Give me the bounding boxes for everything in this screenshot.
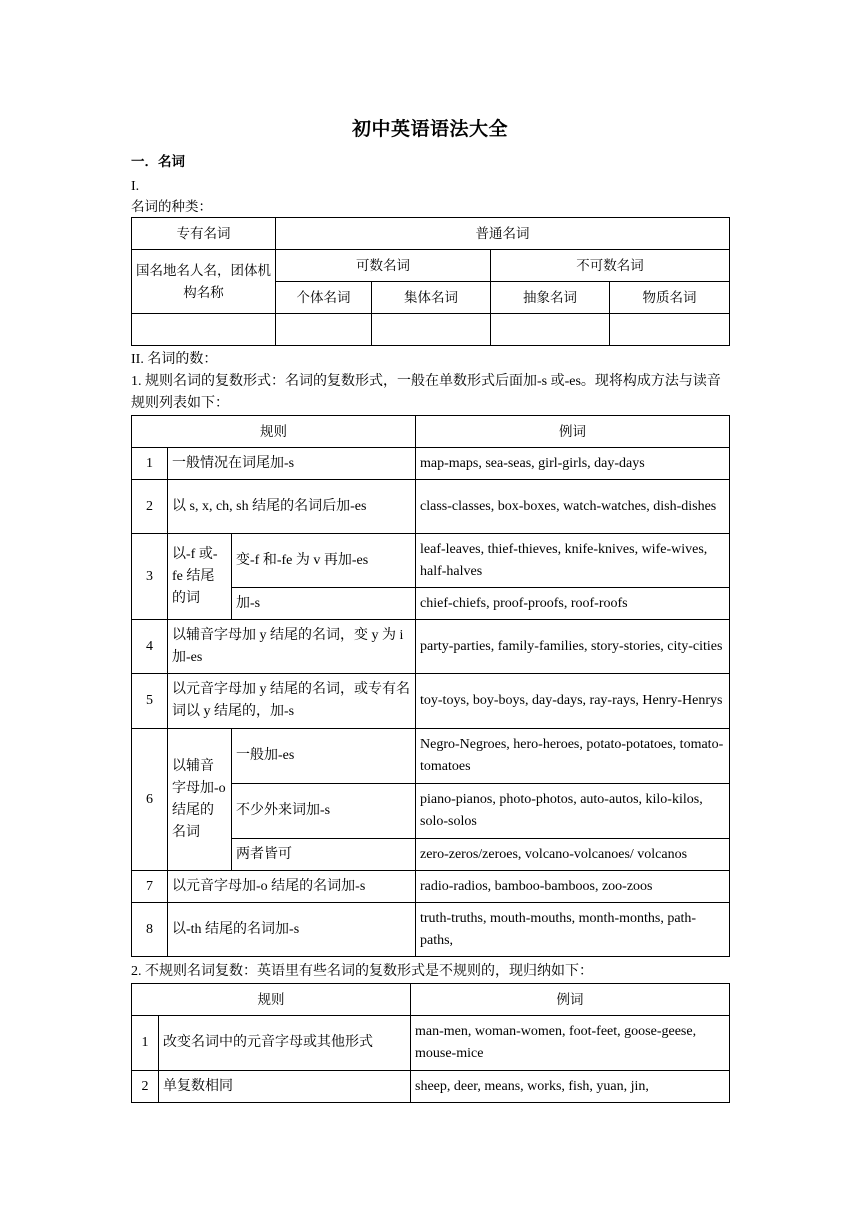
row-number: 1 — [132, 448, 168, 480]
header-example: 例词 — [416, 416, 730, 448]
irregular-plural-table — [131, 983, 730, 1103]
row-number: 3 — [132, 534, 168, 620]
example-cell: radio-radios, bamboo-bamboos, zoo-zoos — [416, 871, 730, 903]
rule-cell: 单复数相同 — [159, 1071, 411, 1103]
cell-individual: 个体名词 — [276, 282, 372, 314]
example-cell: party-parties, family-families, story-stories, city-cities — [416, 620, 730, 674]
rule-cell: 以 s, x, ch, sh 结尾的名词后加-es — [168, 480, 416, 534]
rule-cell: 两者皆可 — [232, 839, 416, 871]
row-number: 4 — [132, 620, 168, 674]
row-number: 2 — [132, 1071, 159, 1103]
cell-proper-desc: 国名地名人名，团体机构名称 — [132, 250, 276, 314]
row-number: 6 — [132, 729, 168, 871]
rule-cell: 一般加-es — [232, 729, 416, 784]
header-rule: 规则 — [132, 416, 416, 448]
group-cell: 以-f 或-fe 结尾的词 — [168, 534, 232, 620]
rule-cell: 以元音字母加 y 结尾的名词，或专有名词以 y 结尾的，加-s — [168, 674, 416, 729]
rule-cell: 以辅音字母加 y 结尾的名词，变 y 为 i 加-es — [168, 620, 416, 674]
document-title: 初中英语语法大全 — [351, 118, 508, 140]
cell-abstract: 抽象名词 — [491, 282, 610, 314]
rule-cell: 以元音字母加-o 结尾的名词加-s — [168, 871, 416, 903]
rule-cell: 一般情况在词尾加-s — [168, 448, 416, 480]
cell-empty — [132, 314, 276, 346]
cell-uncountable: 不可数名词 — [491, 250, 730, 282]
row-number: 8 — [132, 903, 168, 957]
example-cell: map-maps, sea-seas, girl-girls, day-days — [416, 448, 730, 480]
example-cell: class-classes, box-boxes, watch-watches, dish-dishes — [416, 480, 730, 534]
row-number: 1 — [132, 1016, 159, 1071]
example-cell: zero-zeros/zeroes, volcano-volcanoes/ volcanos — [416, 839, 730, 871]
cell-empty — [372, 314, 491, 346]
example-cell: chief-chiefs, proof-proofs, roof-roofs — [416, 588, 730, 620]
noun-types-label: 名词的种类： — [131, 199, 212, 215]
group-cell: 以辅音字母加-o 结尾的名词 — [168, 729, 232, 871]
cell-material: 物质名词 — [610, 282, 730, 314]
regular-plural-paragraph: 1. 规则名词的复数形式：名词的复数形式，一般在单数形式后面加-s 或-es。现将构成方法与读音规则列表如下： — [131, 374, 721, 411]
cell-empty — [491, 314, 610, 346]
row-number: 2 — [132, 480, 168, 534]
roman-numeral-one: I. — [131, 179, 140, 194]
example-cell: leaf-leaves, thief-thieves, knife-knives, wife-wives, half-halves — [416, 534, 730, 588]
example-cell: sheep, deer, means, works, fish, yuan, jin, — [411, 1071, 730, 1103]
irregular-plural-paragraph: 2. 不规则名词复数：英语里有些名词的复数形式是不规则的，现归纳如下： — [131, 964, 593, 979]
rule-cell: 不少外来词加-s — [232, 784, 416, 839]
noun-number-heading: II. 名词的数： — [131, 352, 218, 367]
row-number: 5 — [132, 674, 168, 729]
noun-types-table — [131, 217, 730, 346]
cell-countable: 可数名词 — [276, 250, 491, 282]
header-example: 例词 — [411, 984, 730, 1016]
example-cell: truth-truths, mouth-mouths, month-months, path-paths, — [416, 903, 730, 957]
rule-cell: 加-s — [232, 588, 416, 620]
example-cell: man-men, woman-women, foot-feet, goose-geese, mouse-mice — [411, 1016, 730, 1071]
cell-empty — [610, 314, 730, 346]
cell-proper-noun: 专有名词 — [132, 218, 276, 250]
row-number: 7 — [132, 871, 168, 903]
example-cell: toy-toys, boy-boys, day-days, ray-rays, Henry-Henrys — [416, 674, 730, 729]
cell-empty — [276, 314, 372, 346]
example-cell: piano-pianos, photo-photos, auto-autos, kilo-kilos, solo-solos — [416, 784, 730, 839]
cell-common-noun: 普通名词 — [276, 218, 730, 250]
rule-cell: 改变名词中的元音字母或其他形式 — [159, 1016, 411, 1071]
rule-cell: 变-f 和-fe 为 v 再加-es — [232, 534, 416, 588]
rule-cell: 以-th 结尾的名词加-s — [168, 903, 416, 957]
regular-plural-table — [131, 415, 730, 957]
cell-collective: 集体名词 — [372, 282, 491, 314]
section-heading-nouns: 一．名词 — [131, 154, 185, 170]
header-rule: 规则 — [132, 984, 411, 1016]
example-cell: Negro-Negroes, hero-heroes, potato-potatoes, tomato-tomatoes — [416, 729, 730, 784]
